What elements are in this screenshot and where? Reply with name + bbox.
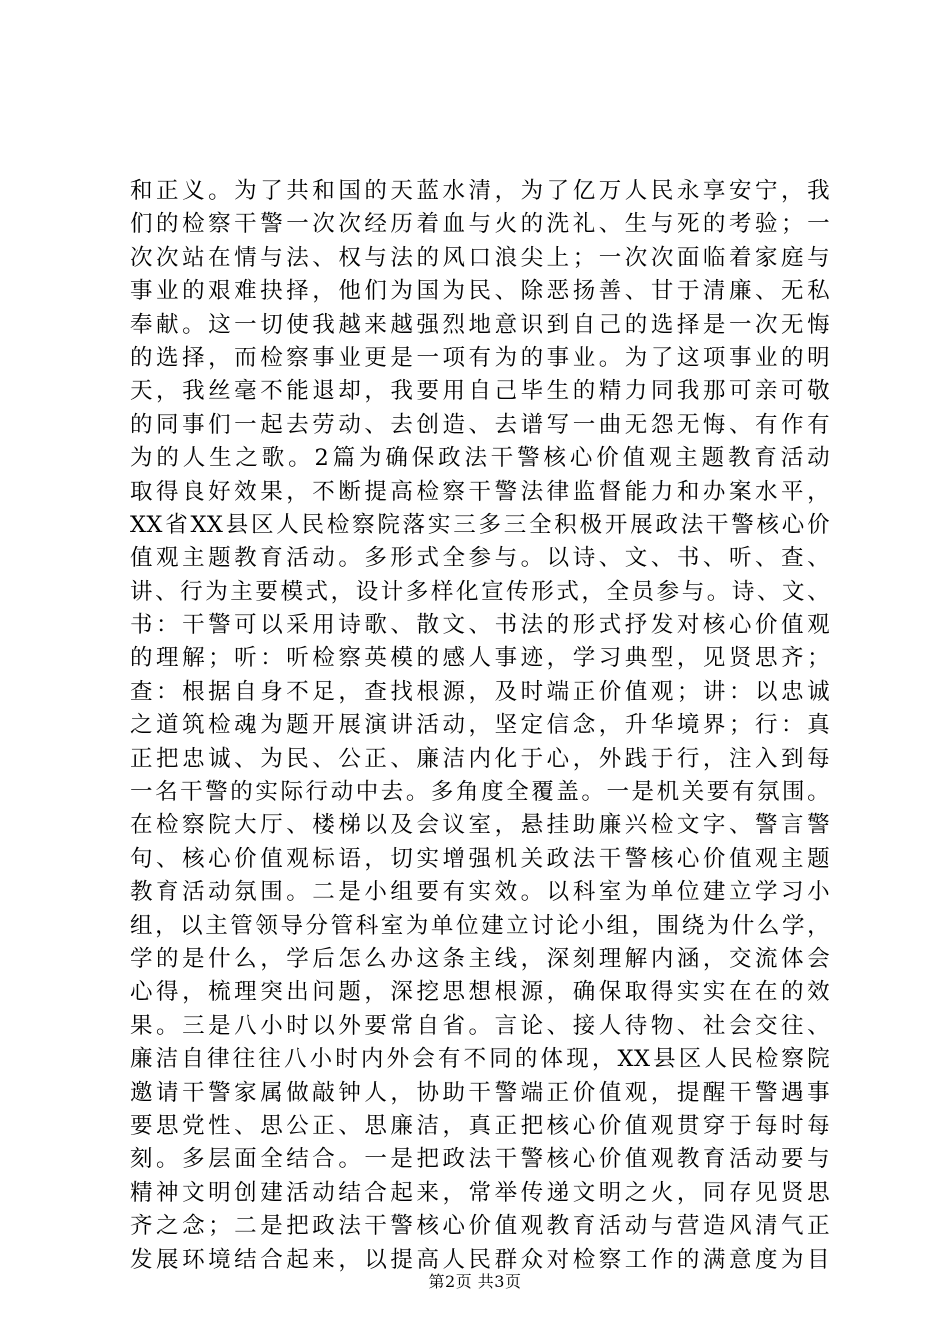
text-line: 正把忠诚、为民、公正、廉洁内化于心，外践于行，注入到每 xyxy=(130,745,830,772)
text-line: 书：干警可以采用诗歌、散文、书法的形式抒发对核心价值观 xyxy=(130,612,830,639)
text-line: 果。三是八小时以外要常自省。言论、接人待物、社会交往、 xyxy=(130,1012,830,1039)
text-line: 教育活动氛围。二是小组要有实效。以科室为单位建立学习小 xyxy=(130,879,830,906)
text-line: 次次站在情与法、权与法的风口浪尖上；一次次面临着家庭与 xyxy=(130,244,830,271)
text-line: 讲、行为主要模式，设计多样化宣传形式，全员参与。诗、文、 xyxy=(130,578,830,605)
text-line: 们的检察干警一次次经历着血与火的洗礼、生与死的考验；一 xyxy=(130,211,830,238)
text-line: 查：根据自身不足，查找根源，及时端正价值观；讲：以忠诚 xyxy=(130,678,830,705)
text-line: 刻。多层面全结合。一是把政法干警核心价值观教育活动要与 xyxy=(130,1146,830,1173)
text-line: 天，我丝毫不能退却，我要用自己毕生的精力同我那可亲可敬 xyxy=(130,378,830,405)
text-line: 为的人生之歌。2篇为确保政法干警核心价值观主题教育活动 xyxy=(130,445,830,472)
text-line: 发展环境结合起来，以提高人民群众对检察工作的满意度为目 xyxy=(130,1246,830,1273)
text-line: 要思党性、思公正、思廉洁，真正把核心价值观贯穿于每时每 xyxy=(130,1112,830,1139)
text-line: 的同事们一起去劳动、去创造、去谱写一曲无怨无悔、有作有 xyxy=(130,411,830,438)
text-line: 一名干警的实际行动中去。多角度全覆盖。一是机关要有氛围。 xyxy=(130,779,830,806)
text-line: 取得良好效果，不断提高检察干警法律监督能力和办案水平， xyxy=(130,478,830,505)
text-line: 值观主题教育活动。多形式全参与。以诗、文、书、听、查、 xyxy=(130,545,830,572)
text-line: 的选择，而检察事业更是一项有为的事业。为了这项事业的明 xyxy=(130,344,830,371)
text-line: 齐之念；二是把政法干警核心价值观教育活动与营造风清气正 xyxy=(130,1213,830,1240)
text-line: 事业的艰难抉择，他们为国为民、除恶扬善、甘于清廉、无私 xyxy=(130,278,830,305)
text-line: 心得，梳理突出问题，深挖思想根源，确保取得实实在在的效 xyxy=(130,979,830,1006)
text-line: XX省XX县区人民检察院落实三多三全积极开展政法干警核心价 xyxy=(130,511,830,538)
text-line: 邀请干警家属做敲钟人，协助干警端正价值观，提醒干警遇事 xyxy=(130,1079,830,1106)
text-line: 之道筑检魂为题开展演讲活动，坚定信念，升华境界；行：真 xyxy=(130,712,830,739)
text-line: 廉洁自律往往八小时内外会有不同的体现，XX县区人民检察院 xyxy=(130,1046,830,1073)
text-line: 学的是什么，学后怎么办这条主线，深刻理解内涵，交流体会 xyxy=(130,945,830,972)
text-line: 精神文明创建活动结合起来，常举传递文明之火，同存见贤思 xyxy=(130,1179,830,1206)
text-line: 奉献。这一切使我越来越强烈地意识到自己的选择是一次无悔 xyxy=(130,311,830,338)
page-footer: 第2页 共3页 xyxy=(428,1272,522,1291)
body-text xyxy=(130,175,830,1277)
text-line: 的理解；听：听检察英模的感人事迹，学习典型，见贤思齐； xyxy=(130,645,830,672)
text-line: 组，以主管领导分管科室为单位建立讨论小组，围绕为什么学， xyxy=(130,912,830,939)
text-line: 句、核心价值观标语，切实增强机关政法干警核心价值观主题 xyxy=(130,845,830,872)
text-line: 在检察院大厅、楼梯以及会议室，悬挂助廉兴检文字、警言警 xyxy=(130,812,830,839)
text-line: 和正义。为了共和国的天蓝水清，为了亿万人民永享安宁，我 xyxy=(130,178,830,204)
